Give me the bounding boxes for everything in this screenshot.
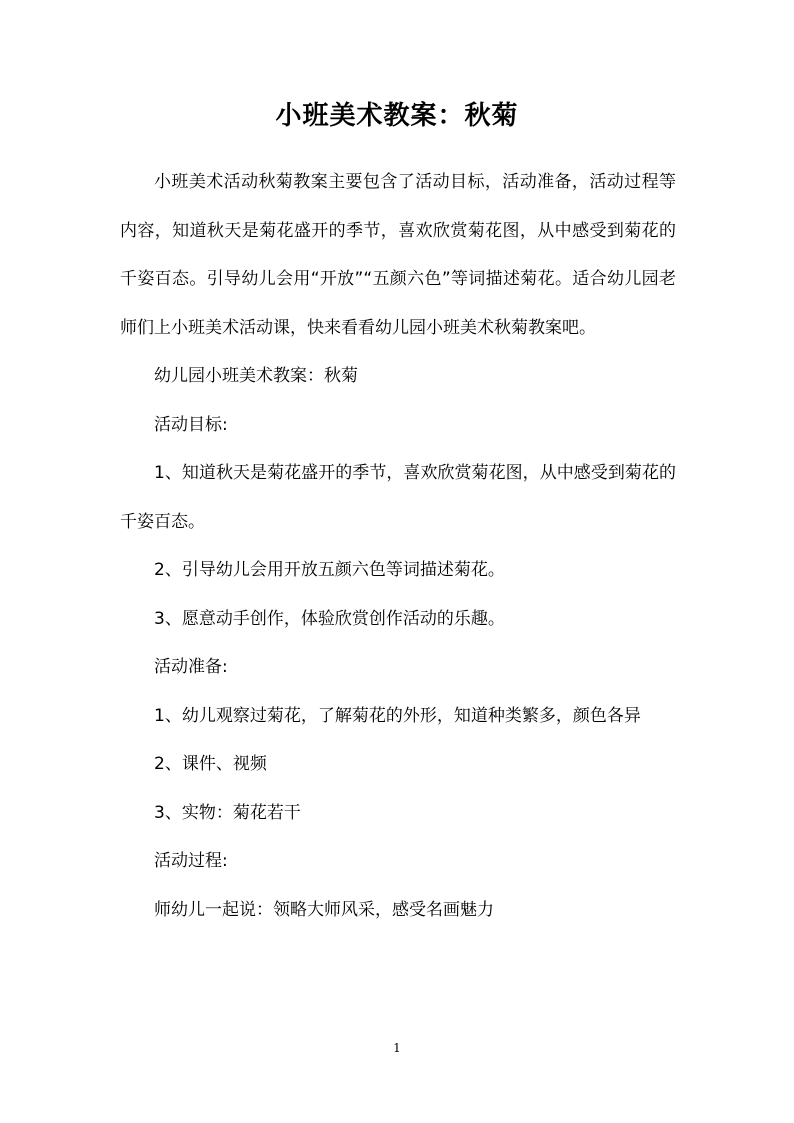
page-number: 1	[393, 1041, 401, 1055]
document-title: 小班美术教案：秋菊	[275, 101, 519, 131]
preparation-item-3: 3、实物：菊花若干	[154, 802, 301, 823]
section-heading-process: 活动过程:	[154, 851, 228, 871]
document-body	[120, 158, 676, 934]
intro-paragraph: 小班美术活动秋菊教案主要包含了活动目标，活动准备，活动过程等内容，知道秋天是菊花盛开的季节，喜欢欣赏菊花图，从中感受到菊花的千姿百态。引导幼儿会用“开放”“五颜六色”等词描述菊花。适合幼儿园老师们上小班美术活动课，快来看看幼儿园小班美术秋菊教案吧。	[120, 172, 676, 338]
preparation-item-1: 1、幼儿观察过菊花，了解菊花的外形，知道种类繁多，颜色各异	[154, 705, 641, 726]
goal-item-3: 3、愿意动手创作，体验欣赏创作活动的乐趣。	[154, 608, 505, 629]
preparation-item-2: 2、课件、视频	[154, 754, 267, 774]
section-heading-preparation: 活动准备:	[154, 657, 228, 677]
goal-item-1: 1、知道秋天是菊花盛开的季节，喜欢欣赏菊花图，从中感受到菊花的千姿百态。	[120, 463, 676, 532]
goal-item-2: 2、引导幼儿会用开放五颜六色等词描述菊花。	[154, 560, 505, 580]
subtitle-paragraph: 幼儿园小班美术教案：秋菊	[154, 366, 358, 386]
process-paragraph-1: 师幼儿一起说：领略大师风采，感受名画魅力	[154, 899, 494, 920]
section-heading-goals: 活动目标:	[154, 414, 228, 435]
